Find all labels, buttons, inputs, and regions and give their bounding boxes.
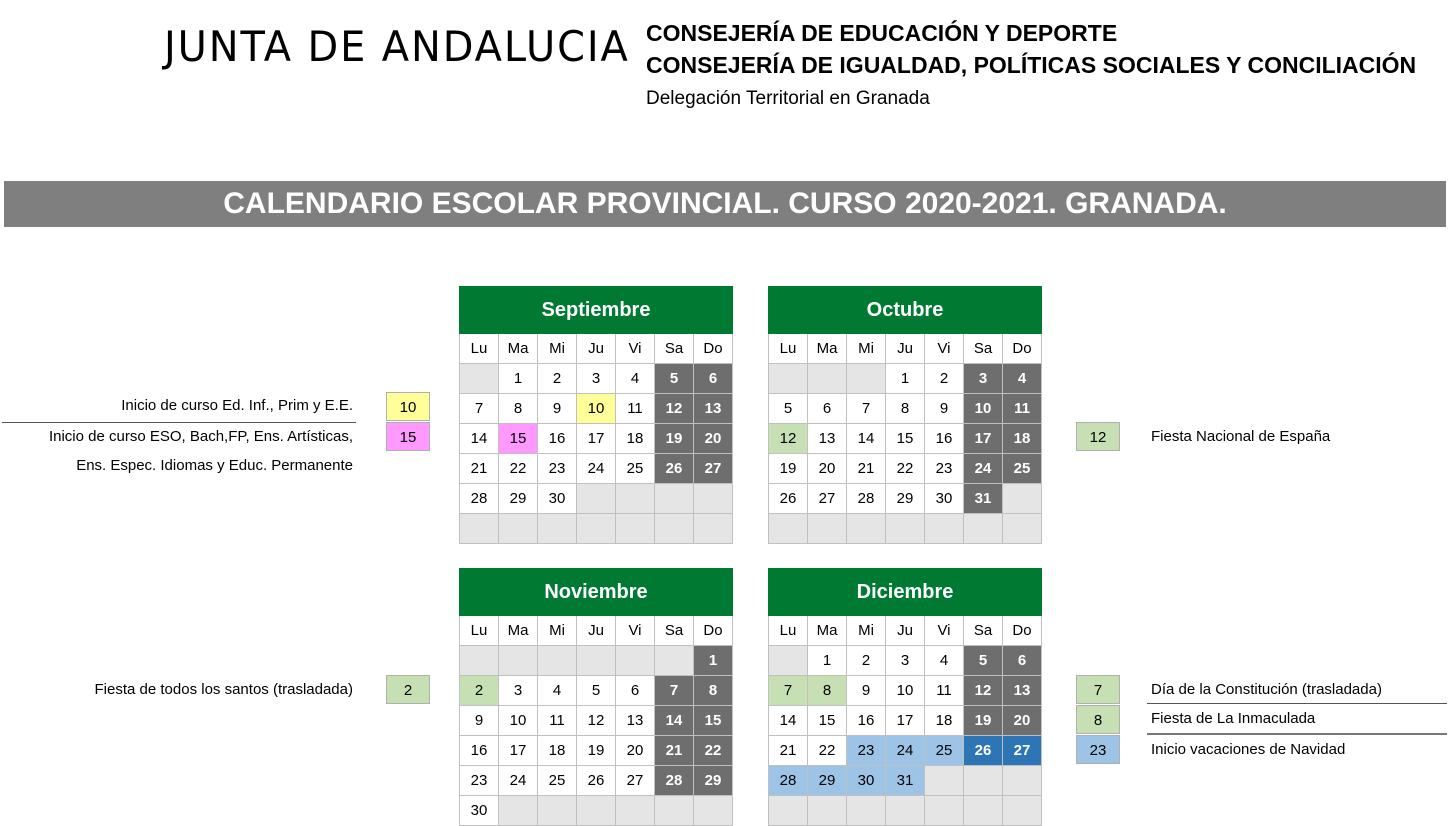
weekday-header: Do [1003, 334, 1042, 364]
day-cell: 4 [1003, 364, 1042, 394]
day-cell: 12 [964, 676, 1003, 706]
day-cell: 27 [808, 484, 847, 514]
weekday-header: Mi [847, 616, 886, 646]
day-cell: 9 [538, 394, 577, 424]
legend-label-constitucion: Día de la Constitución (trasladada) [1151, 681, 1382, 698]
day-cell: 22 [694, 736, 733, 766]
weekday-header: Sa [964, 334, 1003, 364]
day-cell: 1 [499, 364, 538, 394]
day-cell: 17 [886, 706, 925, 736]
day-cell: 26 [577, 766, 616, 796]
day-cell: 27 [1003, 736, 1042, 766]
weekday-header: Do [1003, 616, 1042, 646]
weekday-header: Lu [460, 334, 499, 364]
day-cell: 6 [616, 676, 655, 706]
day-cell: 22 [886, 454, 925, 484]
weekday-header: Ju [886, 616, 925, 646]
day-cell: 15 [808, 706, 847, 736]
day-cell: 29 [694, 766, 733, 796]
day-cell: 21 [769, 736, 808, 766]
month-title: Noviembre [460, 569, 733, 616]
empty-day-cell [499, 514, 538, 544]
empty-day-cell [538, 646, 577, 676]
day-cell: 12 [577, 706, 616, 736]
weekday-header: Do [694, 334, 733, 364]
weekday-header: Sa [655, 616, 694, 646]
day-cell: 1 [694, 646, 733, 676]
day-cell: 17 [964, 424, 1003, 454]
day-cell: 14 [847, 424, 886, 454]
empty-day-cell [694, 796, 733, 826]
weekday-header: Vi [616, 334, 655, 364]
legend-day-navidad: 23 [1076, 735, 1120, 764]
day-cell: 26 [769, 484, 808, 514]
consejeria-educacion: CONSEJERÍA DE EDUCACIÓN Y DEPORTE [646, 20, 1118, 46]
empty-day-cell [655, 796, 694, 826]
empty-day-cell [655, 646, 694, 676]
day-cell: 17 [577, 424, 616, 454]
day-cell: 20 [694, 424, 733, 454]
day-cell: 8 [499, 394, 538, 424]
day-cell: 30 [538, 484, 577, 514]
weekday-header: Vi [925, 616, 964, 646]
day-cell: 7 [460, 394, 499, 424]
weekday-header: Lu [769, 334, 808, 364]
day-cell: 18 [538, 736, 577, 766]
empty-day-cell [538, 514, 577, 544]
day-cell: 15 [886, 424, 925, 454]
weekday-header: Mi [538, 334, 577, 364]
empty-day-cell [925, 766, 964, 796]
legend-divider [1147, 733, 1447, 735]
empty-day-cell [616, 514, 655, 544]
day-cell: 9 [847, 676, 886, 706]
empty-day-cell [808, 796, 847, 826]
day-cell: 28 [769, 766, 808, 796]
empty-day-cell [964, 796, 1003, 826]
weekday-header: Vi [616, 616, 655, 646]
junta-logo: JUNTA DE ANDALUCIA [164, 22, 630, 71]
day-cell: 16 [847, 706, 886, 736]
day-cell: 13 [808, 424, 847, 454]
day-cell: 10 [499, 706, 538, 736]
day-cell: 11 [538, 706, 577, 736]
day-cell: 30 [925, 484, 964, 514]
empty-day-cell [616, 796, 655, 826]
weekday-header: Do [694, 616, 733, 646]
weekday-header: Ma [499, 616, 538, 646]
day-cell: 5 [964, 646, 1003, 676]
day-cell: 2 [847, 646, 886, 676]
month-title: Septiembre [460, 287, 733, 334]
empty-day-cell [847, 514, 886, 544]
day-cell: 18 [616, 424, 655, 454]
day-cell: 13 [694, 394, 733, 424]
weekday-header: Ju [577, 334, 616, 364]
day-cell: 1 [886, 364, 925, 394]
empty-day-cell [925, 796, 964, 826]
empty-day-cell [499, 796, 538, 826]
legend-label-inmaculada: Fiesta de La Inmaculada [1151, 710, 1316, 727]
day-cell: 9 [460, 706, 499, 736]
page-title: CALENDARIO ESCOLAR PROVINCIAL. CURSO 2020-2021. GRANADA. [4, 181, 1446, 227]
empty-day-cell [769, 646, 808, 676]
day-cell: 23 [925, 454, 964, 484]
day-cell: 4 [616, 364, 655, 394]
weekday-header: Ma [808, 616, 847, 646]
day-cell: 14 [460, 424, 499, 454]
day-cell: 24 [964, 454, 1003, 484]
day-cell: 12 [769, 424, 808, 454]
day-cell: 10 [577, 394, 616, 424]
empty-day-cell [538, 796, 577, 826]
day-cell: 23 [538, 454, 577, 484]
legend-label-inicio-eso-1: Inicio de curso ESO, Bach,FP, Ens. Artísticas, [48, 428, 353, 445]
day-cell: 11 [1003, 394, 1042, 424]
empty-day-cell [616, 646, 655, 676]
day-cell: 29 [808, 766, 847, 796]
day-cell: 7 [655, 676, 694, 706]
day-cell: 6 [1003, 646, 1042, 676]
day-cell: 2 [460, 676, 499, 706]
calendar-noviembre [459, 568, 733, 826]
legend-day-todos-santos: 2 [386, 675, 430, 704]
day-cell: 21 [655, 736, 694, 766]
day-cell: 24 [886, 736, 925, 766]
empty-day-cell [1003, 796, 1042, 826]
day-cell: 10 [886, 676, 925, 706]
weekday-header: Lu [769, 616, 808, 646]
day-cell: 20 [1003, 706, 1042, 736]
day-cell: 3 [886, 646, 925, 676]
day-cell: 4 [538, 676, 577, 706]
day-cell: 5 [655, 364, 694, 394]
day-cell: 9 [925, 394, 964, 424]
day-cell: 26 [964, 736, 1003, 766]
empty-day-cell [577, 646, 616, 676]
legend-label-todos-santos: Fiesta de todos los santos (trasladada) [94, 681, 353, 698]
day-cell: 25 [1003, 454, 1042, 484]
empty-day-cell [577, 514, 616, 544]
month-title: Diciembre [769, 569, 1042, 616]
day-cell: 13 [1003, 676, 1042, 706]
legend-day-fiesta-nacional: 12 [1076, 422, 1120, 451]
calendar-septiembre [459, 286, 733, 544]
day-cell: 29 [886, 484, 925, 514]
day-cell: 4 [925, 646, 964, 676]
empty-day-cell [808, 364, 847, 394]
day-cell: 7 [769, 676, 808, 706]
legend-day-constitucion: 7 [1076, 675, 1120, 704]
legend-day-inicio-infantil: 10 [386, 392, 430, 421]
day-cell: 19 [964, 706, 1003, 736]
day-cell: 5 [769, 394, 808, 424]
day-cell: 27 [616, 766, 655, 796]
day-cell: 3 [577, 364, 616, 394]
legend-label-navidad: Inicio vacaciones de Navidad [1151, 741, 1346, 758]
day-cell: 21 [460, 454, 499, 484]
empty-day-cell [925, 514, 964, 544]
day-cell: 2 [538, 364, 577, 394]
day-cell: 14 [769, 706, 808, 736]
empty-day-cell [460, 646, 499, 676]
empty-day-cell [460, 514, 499, 544]
day-cell: 28 [460, 484, 499, 514]
day-cell: 8 [886, 394, 925, 424]
weekday-header: Ma [499, 334, 538, 364]
day-cell: 3 [499, 676, 538, 706]
weekday-header: Vi [925, 334, 964, 364]
empty-day-cell [808, 514, 847, 544]
day-cell: 27 [694, 454, 733, 484]
empty-day-cell [655, 514, 694, 544]
empty-day-cell [886, 796, 925, 826]
empty-day-cell [499, 646, 538, 676]
day-cell: 25 [616, 454, 655, 484]
day-cell: 8 [694, 676, 733, 706]
day-cell: 16 [538, 424, 577, 454]
empty-day-cell [1003, 766, 1042, 796]
empty-day-cell [769, 796, 808, 826]
day-cell: 29 [499, 484, 538, 514]
day-cell: 21 [847, 454, 886, 484]
day-cell: 10 [964, 394, 1003, 424]
day-cell: 15 [499, 424, 538, 454]
calendar-diciembre [768, 568, 1042, 826]
day-cell: 6 [694, 364, 733, 394]
day-cell: 26 [655, 454, 694, 484]
day-cell: 28 [655, 766, 694, 796]
day-cell: 25 [925, 736, 964, 766]
day-cell: 6 [808, 394, 847, 424]
empty-day-cell [964, 514, 1003, 544]
empty-day-cell [769, 364, 808, 394]
empty-day-cell [847, 364, 886, 394]
day-cell: 24 [577, 454, 616, 484]
legend-day-inicio-eso: 15 [386, 422, 430, 451]
month-title: Octubre [769, 287, 1042, 334]
day-cell: 22 [499, 454, 538, 484]
day-cell: 18 [925, 706, 964, 736]
empty-day-cell [694, 484, 733, 514]
empty-day-cell [577, 796, 616, 826]
calendar-octubre [768, 286, 1042, 544]
day-cell: 16 [925, 424, 964, 454]
weekday-header: Ma [808, 334, 847, 364]
empty-day-cell [1003, 514, 1042, 544]
empty-day-cell [964, 766, 1003, 796]
day-cell: 18 [1003, 424, 1042, 454]
day-cell: 7 [847, 394, 886, 424]
day-cell: 31 [964, 484, 1003, 514]
day-cell: 24 [499, 766, 538, 796]
day-cell: 3 [964, 364, 1003, 394]
day-cell: 20 [616, 736, 655, 766]
day-cell: 15 [694, 706, 733, 736]
weekday-header: Sa [655, 334, 694, 364]
day-cell: 30 [847, 766, 886, 796]
empty-day-cell [616, 484, 655, 514]
day-cell: 23 [460, 766, 499, 796]
day-cell: 12 [655, 394, 694, 424]
empty-day-cell [460, 364, 499, 394]
day-cell: 19 [655, 424, 694, 454]
legend-label-fiesta-nacional: Fiesta Nacional de España [1151, 428, 1331, 445]
day-cell: 1 [808, 646, 847, 676]
day-cell: 20 [808, 454, 847, 484]
day-cell: 31 [886, 766, 925, 796]
day-cell: 2 [925, 364, 964, 394]
weekday-header: Ju [886, 334, 925, 364]
legend-day-inmaculada: 8 [1076, 705, 1120, 734]
delegacion-territorial: Delegación Territorial en Granada [646, 88, 930, 109]
day-cell: 22 [808, 736, 847, 766]
consejeria-igualdad: CONSEJERÍA DE IGUALDAD, POLÍTICAS SOCIALES Y CONCILIACIÓN [646, 52, 1417, 78]
empty-day-cell [655, 484, 694, 514]
legend-label-inicio-eso-2: Ens. Espec. Idiomas y Educ. Permanente [76, 457, 353, 474]
day-cell: 28 [847, 484, 886, 514]
day-cell: 5 [577, 676, 616, 706]
weekday-header: Sa [964, 616, 1003, 646]
empty-day-cell [886, 514, 925, 544]
weekday-header: Lu [460, 616, 499, 646]
weekday-header: Ju [577, 616, 616, 646]
weekday-header: Mi [538, 616, 577, 646]
day-cell: 13 [616, 706, 655, 736]
weekday-header: Mi [847, 334, 886, 364]
day-cell: 19 [577, 736, 616, 766]
empty-day-cell [847, 796, 886, 826]
day-cell: 11 [616, 394, 655, 424]
legend-label-inicio-infantil: Inicio de curso Ed. Inf., Prim y E.E. [121, 397, 353, 414]
empty-day-cell [694, 514, 733, 544]
empty-day-cell [577, 484, 616, 514]
empty-day-cell [769, 514, 808, 544]
day-cell: 11 [925, 676, 964, 706]
day-cell: 25 [538, 766, 577, 796]
day-cell: 19 [769, 454, 808, 484]
day-cell: 23 [847, 736, 886, 766]
legend-divider [2, 422, 356, 423]
day-cell: 8 [808, 676, 847, 706]
day-cell: 14 [655, 706, 694, 736]
legend-divider [1147, 703, 1447, 704]
empty-day-cell [1003, 484, 1042, 514]
day-cell: 16 [460, 736, 499, 766]
day-cell: 17 [499, 736, 538, 766]
day-cell: 30 [460, 796, 499, 826]
